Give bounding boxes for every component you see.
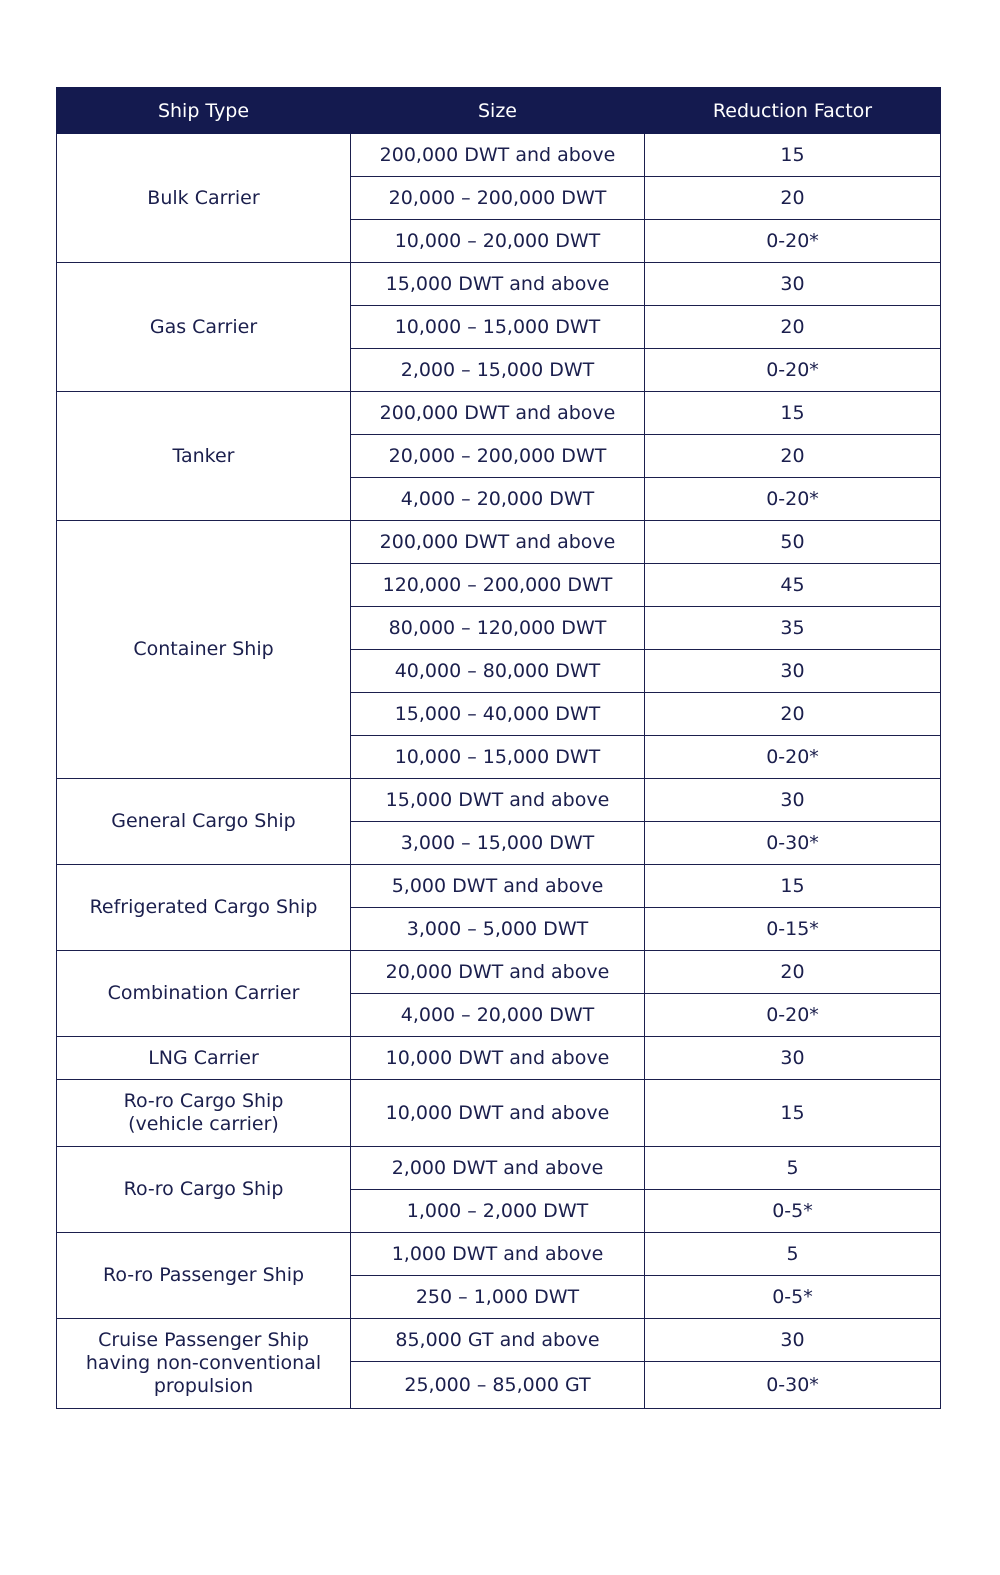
size-cell: 20,000 – 200,000 DWT [351,435,645,478]
reduction-factor-cell: 20 [645,177,941,220]
size-cell: 10,000 DWT and above [351,1080,645,1147]
reduction-factor-cell: 20 [645,693,941,736]
size-cell: 15,000 DWT and above [351,779,645,822]
ship-type-cell: Gas Carrier [57,263,351,392]
reduction-factor-cell: 30 [645,1037,941,1080]
ship-type-cell: Combination Carrier [57,951,351,1037]
header-reduction-factor: Reduction Factor [645,88,941,134]
reduction-factor-cell: 20 [645,951,941,994]
reduction-factor-cell: 5 [645,1233,941,1276]
ship-type-cell: Ro-ro Passenger Ship [57,1233,351,1319]
reduction-factor-cell: 0-20* [645,994,941,1037]
size-cell: 15,000 – 40,000 DWT [351,693,645,736]
reduction-factor-cell: 15 [645,392,941,435]
reduction-factor-cell: 20 [645,306,941,349]
ship-type-cell: General Cargo Ship [57,779,351,865]
size-cell: 1,000 DWT and above [351,1233,645,1276]
table-row [57,779,941,822]
reduction-factor-cell: 0-30* [645,1362,941,1409]
size-cell: 85,000 GT and above [351,1319,645,1362]
ship-type-cell: Ro-ro Cargo Ship (vehicle carrier) [57,1080,351,1147]
reduction-factor-cell: 20 [645,435,941,478]
size-cell: 10,000 DWT and above [351,1037,645,1080]
table-row [57,134,941,177]
size-cell: 5,000 DWT and above [351,865,645,908]
table-row [57,865,941,908]
reduction-factor-cell: 15 [645,865,941,908]
size-cell: 40,000 – 80,000 DWT [351,650,645,693]
size-cell: 10,000 – 15,000 DWT [351,306,645,349]
reduction-factor-table [56,87,941,1409]
reduction-factor-cell: 15 [645,1080,941,1147]
table-row [57,951,941,994]
size-cell: 10,000 – 15,000 DWT [351,736,645,779]
reduction-factor-cell: 35 [645,607,941,650]
size-cell: 2,000 – 15,000 DWT [351,349,645,392]
reduction-factor-cell: 45 [645,564,941,607]
header-size: Size [351,88,645,134]
size-cell: 80,000 – 120,000 DWT [351,607,645,650]
size-cell: 200,000 DWT and above [351,392,645,435]
ship-type-cell: Cruise Passenger Ship having non-conventional propulsion [57,1319,351,1409]
ship-type-cell: Refrigerated Cargo Ship [57,865,351,951]
table-row [57,1147,941,1190]
reduction-factor-cell: 30 [645,263,941,306]
table-row [57,1080,941,1147]
size-cell: 10,000 – 20,000 DWT [351,220,645,263]
size-cell: 200,000 DWT and above [351,134,645,177]
reduction-factor-cell: 0-20* [645,736,941,779]
table-row [57,1037,941,1080]
table-row [57,392,941,435]
reduction-factor-cell: 30 [645,1319,941,1362]
reduction-factor-cell: 0-5* [645,1276,941,1319]
reduction-factor-cell: 0-20* [645,220,941,263]
table-row [57,1319,941,1362]
size-cell: 1,000 – 2,000 DWT [351,1190,645,1233]
table-header-row [57,88,941,134]
size-cell: 3,000 – 15,000 DWT [351,822,645,865]
size-cell: 4,000 – 20,000 DWT [351,478,645,521]
table-row [57,263,941,306]
size-cell: 120,000 – 200,000 DWT [351,564,645,607]
reduction-factor-cell: 30 [645,650,941,693]
ship-type-cell: Container Ship [57,521,351,779]
reduction-factor-cell: 5 [645,1147,941,1190]
ship-type-cell: Tanker [57,392,351,521]
header-ship-type: Ship Type [57,88,351,134]
size-cell: 15,000 DWT and above [351,263,645,306]
ship-type-cell: Ro-ro Cargo Ship [57,1147,351,1233]
reduction-factor-cell: 30 [645,779,941,822]
size-cell: 200,000 DWT and above [351,521,645,564]
reduction-factor-cell: 0-20* [645,349,941,392]
reduction-factor-cell: 0-20* [645,478,941,521]
size-cell: 25,000 – 85,000 GT [351,1362,645,1409]
table-row [57,521,941,564]
reduction-factor-cell: 50 [645,521,941,564]
size-cell: 4,000 – 20,000 DWT [351,994,645,1037]
size-cell: 20,000 – 200,000 DWT [351,177,645,220]
ship-type-cell: Bulk Carrier [57,134,351,263]
reduction-factor-cell: 15 [645,134,941,177]
size-cell: 250 – 1,000 DWT [351,1276,645,1319]
size-cell: 3,000 – 5,000 DWT [351,908,645,951]
ship-type-cell: LNG Carrier [57,1037,351,1080]
reduction-factor-cell: 0-15* [645,908,941,951]
reduction-factor-cell: 0-30* [645,822,941,865]
table-body [57,134,941,1409]
reduction-factor-cell: 0-5* [645,1190,941,1233]
size-cell: 20,000 DWT and above [351,951,645,994]
table-row [57,1233,941,1276]
size-cell: 2,000 DWT and above [351,1147,645,1190]
